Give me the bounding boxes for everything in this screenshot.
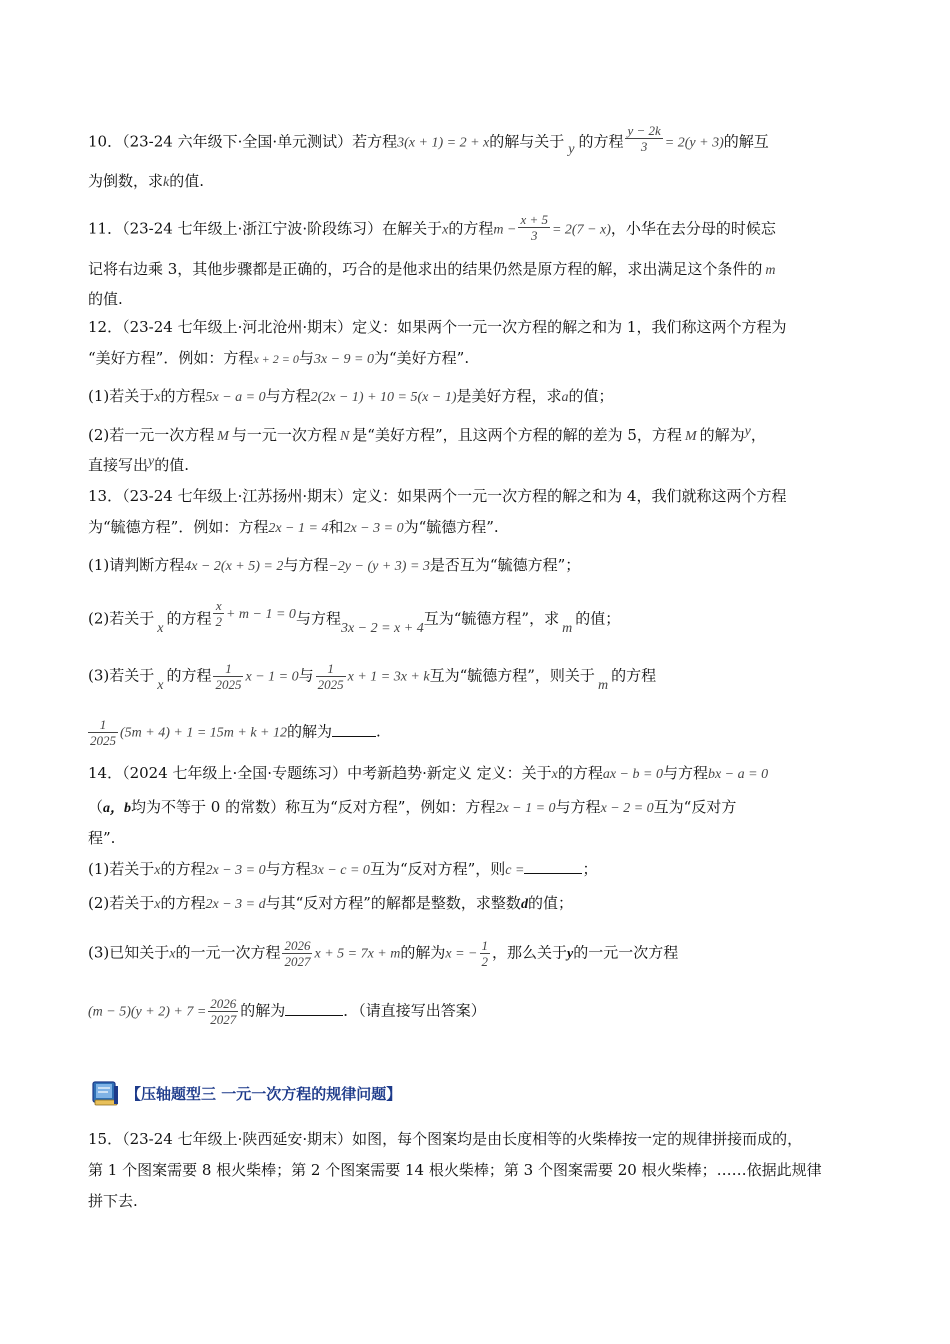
- q14-text: 与方程: [555, 798, 601, 816]
- q13-text: 与方程: [283, 556, 329, 574]
- var-y: y: [568, 141, 575, 157]
- q12-text: 的值.: [154, 456, 190, 474]
- q13-part-1: [88, 554, 580, 578]
- q14-fraction: [208, 996, 238, 1027]
- q14-text: (3)已知关于: [88, 943, 170, 962]
- q13-part-3: [88, 661, 656, 692]
- fraction-denominator: 2: [215, 614, 222, 629]
- fraction-numerator: 2026: [284, 938, 311, 953]
- q13-text: .: [376, 722, 381, 741]
- q14-text: 与方程: [662, 764, 708, 782]
- q13-text: 互为“毓德方程”，则关于: [429, 666, 595, 685]
- q10-text: 的值.: [169, 172, 205, 190]
- q14-equation: x − 2 = 0: [600, 801, 654, 816]
- var-x: x: [442, 222, 449, 238]
- q11-text: 11．（23-24 七年级上·浙江宁波·阶段练习）在解关于: [88, 219, 443, 238]
- q13-equation: 2x − 1 = 4: [268, 521, 329, 536]
- q13-fraction: [213, 661, 243, 692]
- q11-line-2: [88, 258, 775, 282]
- q12-equation: 5x − a = 0: [205, 390, 266, 405]
- q12-text: “美好方程”．例如：方程: [88, 349, 254, 367]
- q15-line-3: [88, 1190, 138, 1212]
- q10-text: 10．（23-24 六年级下·全国·单元测试）若方程: [88, 132, 398, 151]
- q14-text: 的方程: [160, 860, 206, 878]
- fraction-numerator: y − 2k: [627, 123, 661, 138]
- q13-text: 互为“毓德方程”，求: [423, 609, 560, 628]
- q12-text: 是“美好方程”，且这两个方程的解的差为 5，方程: [352, 426, 682, 444]
- q14-text: （: [88, 798, 104, 816]
- fraction-numerator: 1: [481, 938, 488, 953]
- q13-text: 13．（23-24 七年级上·江苏扬州·期末）定义：如果两个一元一次方程的解之和为 4，我们就称这两个方程: [88, 487, 787, 505]
- q14-equation: x = −: [445, 946, 478, 962]
- var-M: M: [684, 429, 697, 444]
- q15-line-1: [88, 1128, 802, 1150]
- q12-text: 的值；: [568, 387, 614, 405]
- q10-fraction: [625, 123, 662, 154]
- fraction-numerator: 2026: [210, 996, 237, 1011]
- var-y: y: [148, 454, 155, 469]
- q13-text: 为“毓德方程”．例如：方程: [88, 518, 269, 536]
- q13-text: 的值；: [575, 609, 621, 628]
- fraction-denominator: 2: [481, 954, 488, 969]
- var-m: m: [562, 620, 573, 636]
- q13-equation: + m − 1 = 0: [225, 606, 296, 622]
- q14-part-2: [88, 892, 573, 916]
- q13-text: 的方程: [166, 666, 212, 685]
- q15-line-2: [88, 1159, 822, 1181]
- q12-text: 为“美好方程”.: [374, 349, 470, 367]
- q12-text: 12．（23-24 七年级上·河北沧州·期末）定义：如果两个一元一次方程的解之和为 1，我们称这两个方程为: [88, 318, 787, 336]
- q14-equation: 2x − 3 = d: [205, 897, 266, 912]
- q14-text: 均为不等于 0 的常数）称互为“反对方程”，例如：方程: [131, 798, 496, 816]
- fraction-denominator: 2027: [284, 954, 311, 969]
- q14-equation: (m − 5)(y + 2) + 7 =: [88, 1004, 207, 1020]
- var-x: x: [154, 863, 161, 878]
- q13-equation: (5m + 4) + 1 = 15m + k + 12: [120, 725, 287, 741]
- q14-text: 互为“反对方程”，则: [369, 860, 506, 878]
- q12-text: ，: [750, 426, 766, 444]
- q12-text: 的方程: [160, 387, 206, 405]
- q14-text: 与其“反对方程”的解都是整数，求整数: [265, 894, 521, 912]
- q14-text: ；: [582, 860, 598, 878]
- var-k: k: [163, 175, 170, 190]
- q14-line-2: [88, 796, 736, 820]
- q14-equation: c =: [505, 863, 525, 878]
- q14-text: 的解为: [400, 943, 446, 962]
- q14-vars: a，b: [103, 801, 132, 816]
- q11-equation: m −: [493, 222, 517, 238]
- fraction-denominator: 2025: [317, 677, 344, 692]
- q14-equation: bx − a = 0: [707, 767, 769, 782]
- q14-equation: 3x − c = 0: [310, 863, 370, 878]
- q14-text: 的值；: [527, 894, 573, 912]
- fraction-numerator: 1: [316, 661, 346, 677]
- q14-text: 程”.: [88, 829, 116, 847]
- q10-line-2: [88, 170, 204, 194]
- fraction-denominator: 3: [640, 139, 648, 154]
- section-title: 【压轴题型三 一元一次方程的规律问题】: [126, 1084, 402, 1103]
- q13-equation: −2y − (y + 3) = 3: [328, 559, 430, 574]
- q13-text: 和: [328, 518, 344, 536]
- q13-equation: x − 1 = 0: [245, 669, 299, 685]
- q12-equation: x + 2 = 0: [253, 352, 299, 366]
- q14-equation: 2x − 1 = 0: [495, 801, 556, 816]
- q13-equation: 2x − 3 = 0: [343, 521, 404, 536]
- q13-text: (1)请判断方程: [88, 556, 185, 574]
- q14-text: (2)若关于: [88, 894, 155, 912]
- answer-blank[interactable]: [285, 1001, 343, 1016]
- q12-equation: 2(2x − 1) + 10 = 5(x − 1): [310, 390, 457, 405]
- fraction-denominator: 2027: [210, 1012, 237, 1027]
- q14-line-1: [88, 762, 768, 786]
- q13-text: 与方程: [295, 609, 341, 628]
- q10-equation-1: 3(x + 1) = 2 + x: [397, 135, 490, 151]
- q13-equation: 3x − 2 = x + 4: [340, 620, 424, 636]
- q13-part-3-cont: [88, 717, 381, 748]
- q13-equation: 4x − 2(x + 5) = 2: [184, 559, 284, 574]
- q13-equation: x + 1 = 3x + k: [347, 669, 430, 685]
- q13-text: 的方程: [611, 666, 657, 685]
- q14-part-3: [88, 938, 678, 969]
- q14-text: 14．（2024 七年级上·全国·专题练习）中考新趋势·新定义 定义：关于: [88, 764, 552, 782]
- q11-line-1: [88, 214, 776, 245]
- fraction-numerator: x: [213, 598, 224, 614]
- q13-text: 是否互为“毓德方程”；: [429, 556, 581, 574]
- fraction-denominator: 3: [530, 228, 538, 243]
- q15-text: 15．（23-24 七年级上·陕西延安·期末）如图，每个图案均是由长度相等的火柴棒按一定的规律拼接而成的，: [88, 1130, 803, 1148]
- var-y: y: [567, 946, 574, 962]
- q11-equation: = 2(7 − x): [551, 222, 611, 238]
- q13-text: 与: [298, 666, 314, 685]
- fraction-numerator: 1: [213, 661, 243, 677]
- q11-line-3: [88, 288, 123, 310]
- q10-text: 为倒数，求: [88, 172, 164, 190]
- q14-text: ，那么关于: [492, 943, 568, 962]
- q10-text: 的解互: [723, 132, 769, 151]
- q11-text: ，小华在去分母的时候忘: [610, 219, 776, 238]
- q12-text: 的解为: [699, 426, 745, 444]
- q14-line-3: [88, 827, 115, 849]
- q14-fraction: [480, 938, 491, 969]
- q14-fraction: [282, 938, 312, 969]
- q15-text: 拼下去.: [88, 1192, 138, 1210]
- q14-text: 的解为: [240, 1001, 286, 1020]
- q13-fraction: [316, 661, 346, 692]
- q11-text: 记将右边乘 3，其他步骤都是正确的，巧合的是他求出的结果仍然是原方程的解，求出满足这个条件的: [88, 260, 763, 278]
- q12-part-1: [88, 385, 614, 409]
- q12-part-2: [88, 424, 766, 448]
- q13-text: (2)若关于: [88, 609, 155, 628]
- q10-equation-2: = 2(y + 3): [664, 135, 724, 151]
- q14-text: 的一元一次方程: [175, 943, 281, 962]
- q13-text: 的解为: [287, 722, 333, 741]
- answer-blank[interactable]: [332, 722, 376, 737]
- q14-text: 的一元一次方程: [573, 943, 679, 962]
- q12-line-2: [88, 347, 469, 371]
- q10-text: 的解与关于: [489, 132, 565, 151]
- q13-text: 为“毓德方程”.: [403, 518, 499, 536]
- section-heading: [90, 1076, 401, 1110]
- q14-text: ．（请直接写出答案）: [343, 1001, 486, 1020]
- book-icon: [90, 1078, 122, 1108]
- var-a: a: [561, 390, 569, 405]
- q14-text: 的方程: [160, 894, 206, 912]
- q12-text: 与: [298, 349, 314, 367]
- q11-fraction: [518, 212, 550, 243]
- q15-text: 第 1 个图案需要 8 根火柴棒；第 2 个图案需要 14 根火柴棒；第 3 个图案需要 20 根火柴棒；……依据此规律: [88, 1161, 822, 1179]
- q12-equation: 3x − 9 = 0: [313, 352, 374, 367]
- q14-equation: 2x − 3 = 0: [205, 863, 266, 878]
- var-N: N: [339, 429, 350, 444]
- q10-text: 的方程: [578, 132, 624, 151]
- q14-equation: ax − b = 0: [602, 767, 663, 782]
- q12-text: (1)若关于: [88, 387, 155, 405]
- q13-text: (3)若关于: [88, 666, 155, 685]
- fraction-numerator: 1: [88, 717, 118, 733]
- q13-fraction: [88, 717, 118, 748]
- var-x: x: [169, 946, 176, 962]
- q12-text: 直接写出: [88, 456, 149, 474]
- var-x: x: [154, 390, 161, 405]
- q14-equation: x + 5 = 7x + m: [314, 946, 401, 962]
- q14-text: 的方程: [557, 764, 603, 782]
- fraction-denominator: 2025: [90, 733, 116, 748]
- var-x: x: [157, 620, 164, 636]
- var-m: m: [765, 263, 776, 278]
- var-x: x: [154, 897, 161, 912]
- fraction-denominator: 2025: [215, 677, 242, 692]
- q13-fraction: [213, 598, 224, 629]
- var-m: m: [597, 677, 609, 693]
- q14-text: 互为“反对方: [653, 798, 737, 816]
- q13-text: 的方程: [166, 609, 212, 628]
- q13-line-1: [88, 485, 786, 507]
- var-y: y: [744, 424, 751, 439]
- var-x: x: [551, 767, 558, 782]
- q12-text: 与一元一次方程: [231, 426, 337, 444]
- q12-text: 与方程: [265, 387, 311, 405]
- var-x: x: [157, 677, 164, 693]
- q11-text: 的方程: [448, 219, 494, 238]
- answer-blank[interactable]: [524, 859, 582, 874]
- q14-part-3-cont: [88, 996, 486, 1027]
- q13-part-2: [88, 598, 621, 636]
- q14-part-1: [88, 858, 597, 882]
- var-M: M: [217, 429, 229, 444]
- q11-text: 的值.: [88, 290, 123, 308]
- q14-text: (1)若关于: [88, 860, 155, 878]
- fraction-numerator: x + 5: [520, 212, 548, 227]
- q12-line-1: [88, 316, 786, 338]
- q12-part-2-cont: [88, 454, 189, 478]
- q13-line-2: [88, 516, 499, 540]
- q10-line-1: [88, 123, 769, 158]
- q12-text: 是美好方程，求: [456, 387, 562, 405]
- q14-text: 与方程: [265, 860, 311, 878]
- var-d: d: [520, 897, 528, 912]
- q12-text: (2)若一元一次方程: [88, 426, 215, 444]
